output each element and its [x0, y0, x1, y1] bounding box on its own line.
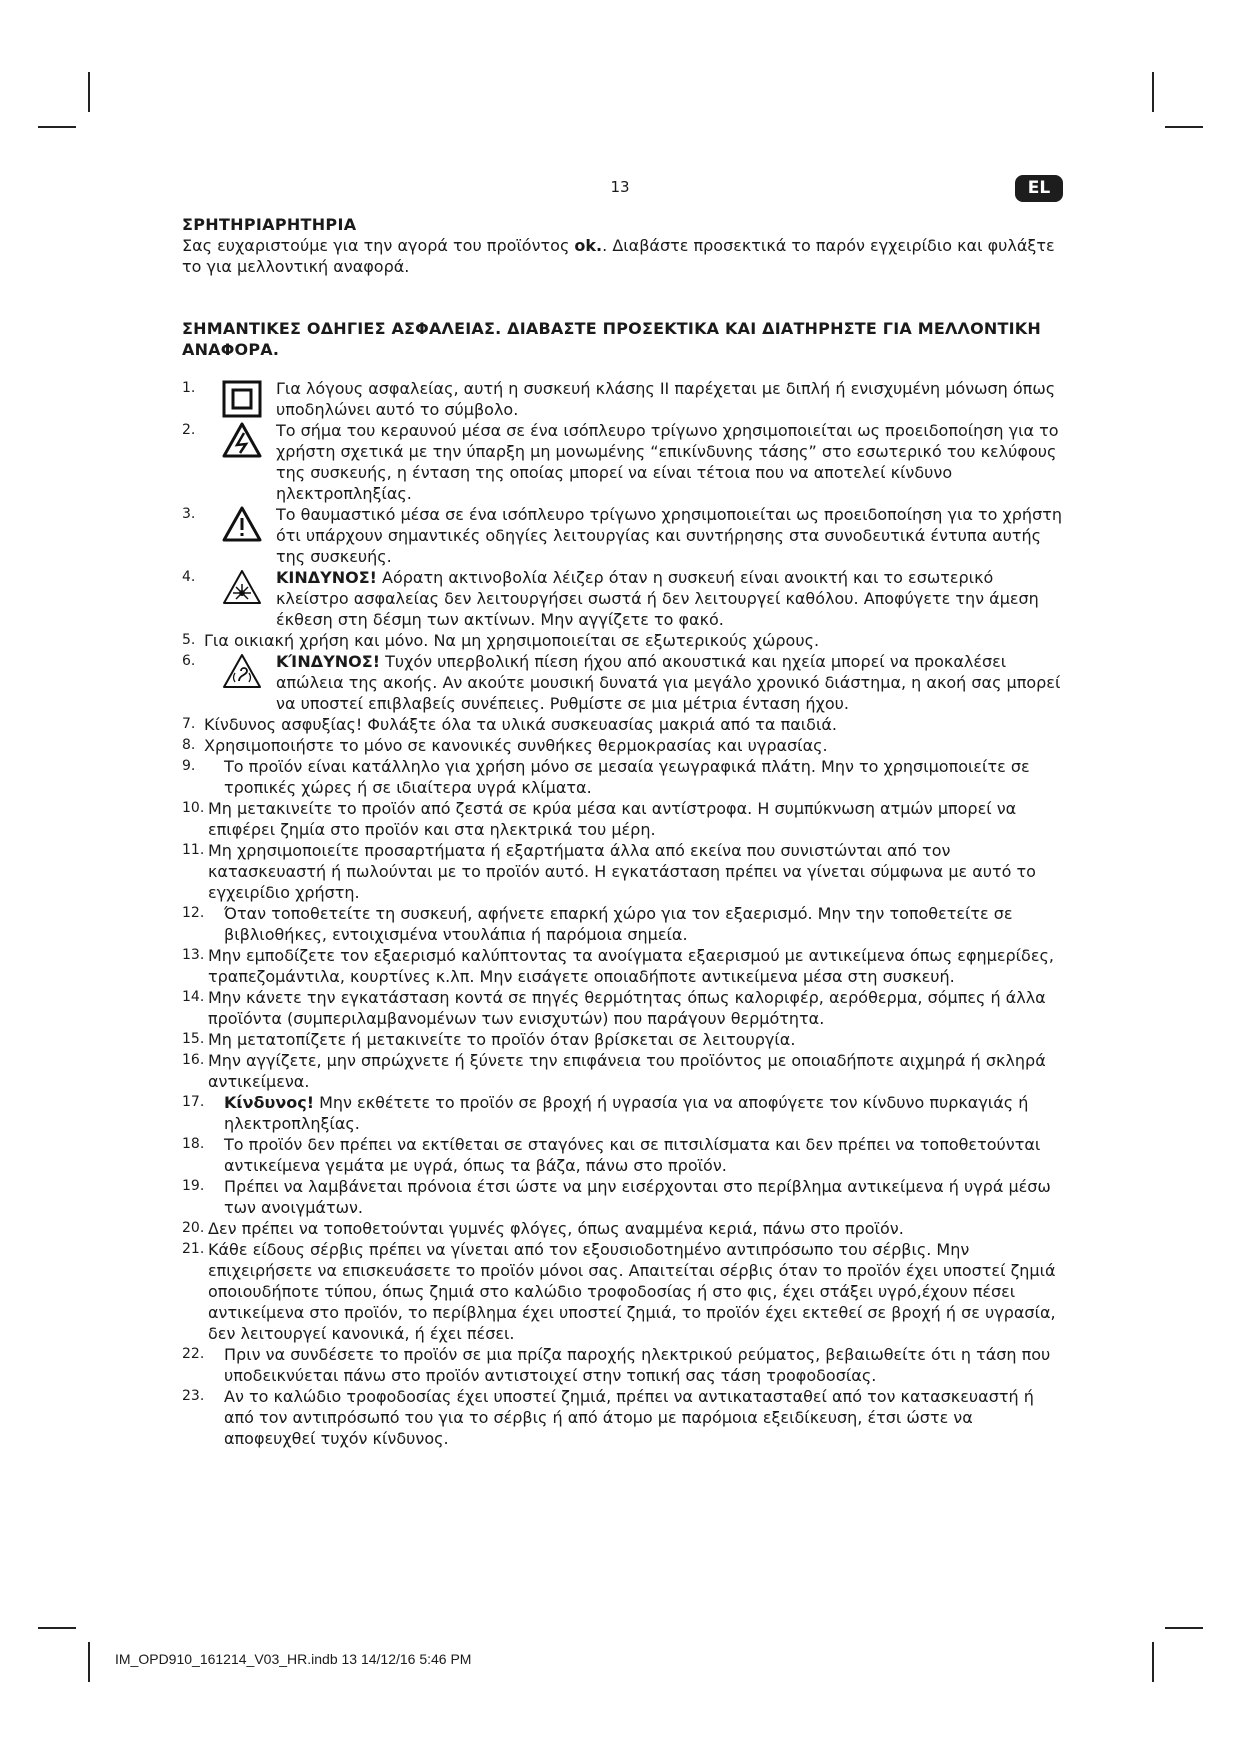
item-number: 1. [182, 380, 196, 396]
item-text: Κάθε είδους σέρβις πρέπει να γίνεται από τον εξουσιοδοτημένο αντιπρόσωπο του σέρβις. Μην επιχειρήσετε να επισκευάσετε το προϊόν μόνοι σας. Απαιτείται σέρβις όταν το προϊόν έχει υποστεί ζημιά οποιουδήποτε τύπου, όπως ζημιά στο καλώδιο τροφοδοσίας ή στο φις, έχει στάξει υγρό,έχουν πέσει αντικείμενα στο προϊόν, το περίβλημα έχει υποστεί ζημιά, το προϊόν έχει εκτεθεί σε βροχή ή σε υγρασία, δεν λειτουργεί κανονικά, ή έχει πέσει. [208, 1240, 1056, 1343]
item-text: ΚΙΝΔΥΝΟΣ! Αόρατη ακτινοβολία λέιζερ όταν η συσκευή είναι ανοικτή και το εσωτερικό κλείστρο ασφαλείας δεν λειτουργήσει σωστά ή δεν λειτουργεί καθόλου. Αποφύγετε την άμεση έκθεση στη δέσμη των ακτίνων. Μην αγγίζετε το φακό. [276, 568, 1039, 629]
list-item [182, 903, 1062, 945]
crop-mark-bottom-right-h [1165, 1627, 1203, 1629]
item-number: 8. [182, 737, 196, 753]
item-text: Το σήμα του κεραυνού μέσα σε ένα ισόπλευρο τρίγωνο χρησιμοποιείται ως προειδοποίηση για το χρήστη σχετικά με την ύπαρξη μη μονωμένης “επικίνδυνης τάσης” στο εσωτερικό του κελύφους της συσκευής, η ένταση της οποίας μπορεί να είναι τέτοια που να αποτελεί κίνδυνο ηλεκτροπληξίας. [276, 421, 1059, 503]
item-number: 19. [182, 1178, 205, 1194]
item-text: Αν το καλώδιο τροφοδοσίας έχει υποστεί ζημιά, πρέπει να αντικατασταθεί από τον κατασκευαστή ή από τον αντιπρόσωπό του για το σέρβις ή από άτομο με παρόμοια εξειδίκευση, έτσι ώστε να αποφευχθεί τυχόν κίνδυνος. [224, 1387, 1034, 1448]
laser-warning-icon [222, 569, 264, 607]
item-text: Μην εμποδίζετε τον εξαερισμό καλύπτοντας τα ανοίγματα εξαερισμού με αντικείμενα όπως εφημερίδες, τραπεζομάντιλα, κουρτίνες κ.λπ. Μην εισάγετε οποιαδήποτε αντικείμενα μέσα στη συσκευή. [208, 946, 1054, 986]
item-text: Για λόγους ασφαλείας, αυτή η συσκευή κλάσης ΙΙ παρέχεται με διπλή ή ενισχυμένη μόνωση όπως υποδηλώνει αυτό το σύμβολο. [276, 379, 1056, 419]
item-text: Το προϊόν είναι κατάλληλο για χρήση μόνο σε μεσαία γεωγραφικά πλάτη. Μην το χρησιμοποιείτε σε τροπικές χώρες ή σε ιδιαίτερα υγρά κλίματα. [224, 757, 1030, 797]
item-text: Κίνδυνος! Μην εκθέτετε το προϊόν σε βροχή ή υγρασία για να αποφύγετε τον κίνδυνο πυρκαγιάς ή ηλεκτροπληξίας. [224, 1093, 1029, 1133]
crop-mark-bottom-left-v [88, 1642, 90, 1682]
exclamation-warning-icon [222, 506, 264, 544]
item-number: 16. [182, 1052, 205, 1068]
list-item [182, 798, 1062, 840]
item-number: 4. [182, 569, 196, 585]
item-text: Κίνδυνος ασφυξίας! Φυλάξτε όλα τα υλικά συσκευασίας μακριά από τα παιδιά. [204, 715, 837, 734]
danger-label: Κίνδυνος! [224, 1093, 314, 1112]
hearing-warning-icon [222, 653, 264, 691]
item-text: Χρησιμοποιήστε το μόνο σε κανονικές συνθήκες θερμοκρασίας και υγρασίας. [204, 736, 828, 755]
lightning-warning-icon [222, 422, 264, 460]
list-item [182, 1386, 1062, 1449]
list-item [182, 1344, 1062, 1386]
intro-text-after: . Διαβάστε προσεκτικά το παρόν εγχειρίδιο και φυλάξτε το για μελλοντική αναφορά. [182, 236, 1055, 276]
crop-mark-top-right-v [1152, 72, 1154, 112]
item-number: 5. [182, 632, 196, 648]
item-text: Μη μετακινείτε το προϊόν από ζεστά σε κρύα μέσα και αντίστροφα. Η συμπύκνωση ατμών μπορεί να επιφέρει ζημία στο προϊόν και στα ηλεκτρικά του μέρη. [208, 799, 1017, 839]
product-heading: ΣΡΗΤΗΡΙΑΡΗΤΗΡΙΑ [182, 215, 357, 234]
list-item [182, 378, 1062, 420]
item-number: 18. [182, 1136, 205, 1152]
list-item [182, 1029, 1062, 1050]
item-text: Πρέπει να λαμβάνεται πρόνοια έτσι ώστε να μην εισέρχονται στο περίβλημα αντικείμενα ή υγρά μέσω των ανοιγμάτων. [224, 1177, 1051, 1217]
list-item [182, 840, 1062, 903]
list-item [182, 735, 1062, 756]
item-number: 14. [182, 989, 205, 1005]
list-item [182, 756, 1062, 798]
item-number: 10. [182, 800, 205, 816]
item-number: 3. [182, 506, 196, 522]
item-text: Μην κάνετε την εγκατάσταση κοντά σε πηγές θερμότητας όπως καλοριφέρ, αερόθερμα, σόμπες ή άλλα προϊόντα (συμπεριλαμβανομένων των ενισχυτών) που παράγουν θερμότητα. [208, 988, 1046, 1028]
item-text: Μη μετατοπίζετε ή μετακινείτε το προϊόν όταν βρίσκεται σε λειτουργία. [208, 1030, 796, 1049]
danger-label: ΚΙΝΔΥΝΟΣ! [276, 568, 377, 587]
item-number: 20. [182, 1220, 205, 1236]
double-insulation-icon [222, 380, 264, 418]
crop-mark-top-left-h [38, 126, 76, 128]
item-number: 7. [182, 716, 196, 732]
item-number: 12. [182, 905, 205, 921]
list-item [182, 1218, 1062, 1239]
language-badge: EL [1015, 175, 1063, 202]
crop-mark-bottom-right-v [1152, 1642, 1154, 1682]
list-item [182, 1134, 1062, 1176]
list-item [182, 714, 1062, 735]
intro-paragraph [182, 235, 1062, 277]
item-text: Όταν τοποθετείτε τη συσκευή, αφήνετε επαρκή χώρο για τον εξαερισμό. Μην την τοποθετείτε σε βιβλιοθήκες, εντοιχισμένα ντουλάπια ή παρόμοια σημεία. [224, 904, 1013, 944]
item-number: 15. [182, 1031, 205, 1047]
item-text: Δεν πρέπει να τοποθετούνται γυμνές φλόγες, όπως αναμμένα κεριά, πάνω στο προϊόν. [208, 1219, 904, 1238]
list-item [182, 1239, 1062, 1344]
item-text: ΚΊΝΔΥΝΟΣ! Τυχόν υπερβολική πίεση ήχου από ακουστικά και ηχεία μπορεί να προκαλέσει απώλεια της ακοής. Αν ακούτε μουσική δυνατά για μεγάλο χρονικό διάστημα, η ακοή σας μπορεί να υποστεί επιβλαβείς συνέπειες. Ρυθμίστε σε μια μέτρια ένταση ήχου. [276, 652, 1061, 713]
safety-list [182, 378, 1062, 1449]
item-text: Μη χρησιμοποιείτε προσαρτήματα ή εξαρτήματα άλλα από εκείνα που συνιστώνται από τον κατασκευαστή ή πωλούνται με το προϊόν αυτό. Η εγκατάσταση πρέπει να γίνεται σύμφωνα με αυτό το εγχειρίδιο χρήστη. [208, 841, 1036, 902]
intro-text-before: Σας ευχαριστούμε για την αγορά του προϊόντος [182, 236, 575, 255]
list-item [182, 567, 1062, 630]
item-number: 6. [182, 653, 196, 669]
page-content [182, 214, 1062, 1449]
list-item [182, 420, 1062, 504]
item-number: 17. [182, 1094, 205, 1110]
list-item [182, 987, 1062, 1029]
item-number: 13. [182, 947, 205, 963]
list-item [182, 1050, 1062, 1092]
page-number: 13 [610, 178, 630, 196]
item-number: 21. [182, 1241, 205, 1257]
item-number: 9. [182, 758, 196, 774]
crop-mark-bottom-left-h [38, 1627, 76, 1629]
safety-heading: ΣΗΜΑΝΤΙΚΕΣ ΟΔΗΓΙΕΣ ΑΣΦΑΛΕΙΑΣ. ΔΙΑΒΑΣΤΕ ΠΡΟΣΕΚΤΙΚΑ ΚΑΙ ΔΙΑΤΗΡΗΣΤΕ ΓΙΑ ΜΕΛΛΟΝΤΙΚΗ ΑΝΑΦΟΡΑ. [182, 319, 1041, 359]
item-text: Το θαυμαστικό μέσα σε ένα ισόπλευρο τρίγωνο χρησιμοποιείται ως προειδοποίηση για το χρήστη ότι υπάρχουν σημαντικές οδηγίες λειτουργίας και συντήρησης στα συνοδευτικά έντυπα αυτής της συσκευής. [276, 505, 1062, 566]
danger-label: ΚΊΝΔΥΝΟΣ! [276, 652, 380, 671]
list-item [182, 1092, 1062, 1134]
item-text: Πριν να συνδέσετε το προϊόν σε μια πρίζα παροχής ηλεκτρικού ρεύματος, βεβαιωθείτε ότι η τάση που υποδεικνύεται πάνω στο προϊόν αντιστοιχεί στην τοπική σας τάση τροφοδοσίας. [224, 1345, 1051, 1385]
list-item [182, 1176, 1062, 1218]
item-number: 11. [182, 842, 205, 858]
list-item [182, 945, 1062, 987]
list-item [182, 651, 1062, 714]
item-number: 23. [182, 1388, 205, 1404]
item-text: Για οικιακή χρήση και μόνο. Να μη χρησιμοποιείται σε εξωτερικούς χώρους. [204, 631, 820, 650]
list-item [182, 504, 1062, 567]
item-number: 2. [182, 422, 196, 438]
brand-name: ok. [574, 236, 603, 255]
crop-mark-top-right-h [1165, 126, 1203, 128]
crop-mark-top-left-v [88, 72, 90, 112]
list-item [182, 630, 1062, 651]
item-text: Μην αγγίζετε, μην σπρώχνετε ή ξύνετε την επιφάνεια του προϊόντος με οποιαδήποτε αιχμηρά ή σκληρά αντικείμενα. [208, 1051, 1046, 1091]
item-text: Το προϊόν δεν πρέπει να εκτίθεται σε σταγόνες και σε πιτσιλίσματα και δεν πρέπει να τοποθετούνται αντικείμενα γεμάτα με υγρά, όπως τα βάζα, πάνω στο προϊόν. [224, 1135, 1041, 1175]
item-number: 22. [182, 1346, 205, 1362]
print-footer: IM_OPD910_161214_V03_HR.indb 13 14/12/16 5:46 PM [115, 1651, 472, 1667]
